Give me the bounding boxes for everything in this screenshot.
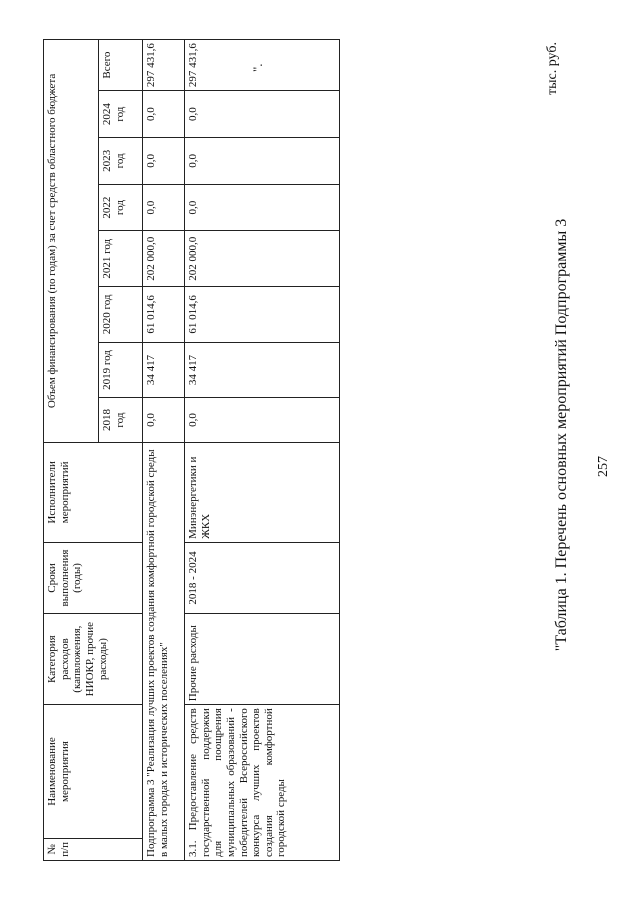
measure-value-2023: 0,0 [185,137,340,184]
measure-period: 2018 - 2024 [185,542,340,613]
measure-value-2022: 0,0 [185,184,340,231]
header-executors: Исполнители мероприятий [44,442,143,542]
measure-value-2021: 202 000,0 [185,231,340,287]
header-period: Сроки выполнения (годы) [44,542,143,613]
page-number: 257 [596,456,611,477]
header-year-2020: 2020 год [99,287,143,343]
subprogram-value-2022: 0,0 [143,184,185,231]
measure-value-2019: 34 417 [185,342,340,398]
measure-executor: Минэнергетики и ЖКХ [185,442,340,542]
header-year-2023: 2023 год [99,137,143,184]
table-row [185,40,340,861]
measure-value-2020: 61 014,6 [185,287,340,343]
header-funding-group: Объем финансирования (по годам) за счет средств областного бюджета [44,40,99,443]
header-year-2018: 2018 год [99,398,143,443]
header-num: № п/п [44,838,143,860]
closing-quote: ". [250,63,265,72]
subprogram-value-2019: 34 417 [143,342,185,398]
header-year-2019: 2019 год [99,342,143,398]
measures-table [43,39,340,861]
measure-value-total: 297 431,6 [185,40,340,91]
header-year-2021: 2021 год [99,231,143,287]
subprogram-value-total: 297 431,6 [143,40,185,91]
subprogram-value-2021: 202 000,0 [143,231,185,287]
measure-category: Прочие расходы [185,614,340,705]
measure-value-2024: 0,0 [185,91,340,138]
subprogram-value-2020: 61 014,6 [143,287,185,343]
header-name: Наименование мероприятия [44,705,143,839]
measure-value-2018: 0,0 [185,398,340,443]
header-total: Всего [99,40,143,91]
subprogram-title: Подпрограмма 3 "Реализация лучших проектов создания комфортной городской среды в малых городах и исторических поселениях" [143,442,185,860]
header-row-1 [44,40,99,861]
subprogram-value-2018: 0,0 [143,398,185,443]
subprogram-value-2024: 0,0 [143,91,185,138]
header-category: Категория расходов (капвложения, НИОКР, прочие расходы) [44,614,143,705]
subprogram-value-2023: 0,0 [143,137,185,184]
header-year-2024: 2024 год [99,91,143,138]
units-label: тыс. руб. [545,42,560,95]
subprogram-row [143,40,185,861]
table-title: "Таблица 1. Перечень основных мероприятий Подпрограммы 3 [553,218,570,652]
header-year-2022: 2022 год [99,184,143,231]
measure-name: 3.1. Предоставление средств государственной поддержки для поощрения муниципальных образований - победителей Всероссийского конкурса лучших проектов создания комфортной городской среды [185,705,340,861]
